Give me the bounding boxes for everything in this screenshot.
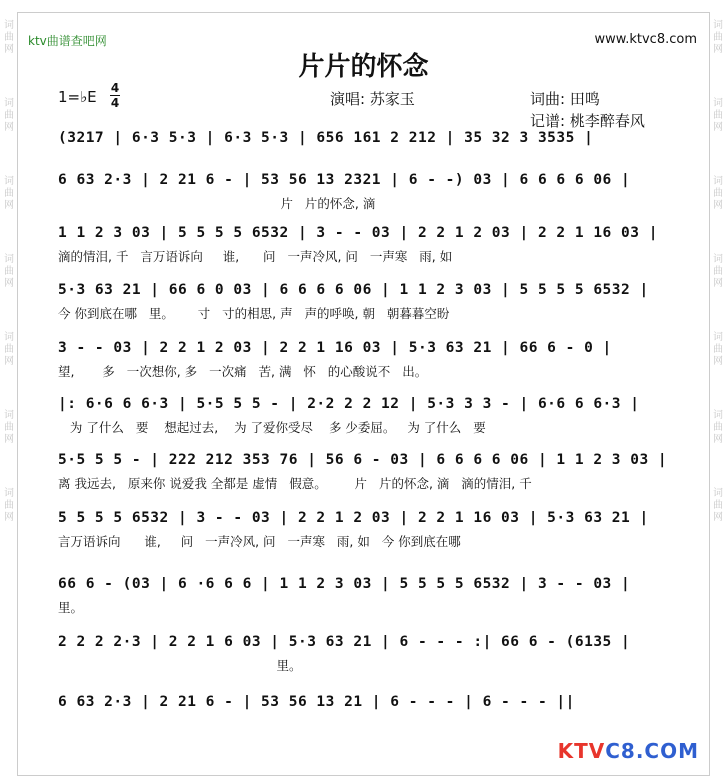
notation-line: 1 1 2 3 03 | 5 5 5 5 6532 | 3 - - 03 | 2 2 1 2 03 | 2 2 1 16 03 | <box>58 225 658 241</box>
notation-line: 5 5 5 5 6532 | 3 - - 03 | 2 2 1 2 03 | 2 2 1 16 03 | 5·3 63 21 | <box>58 510 649 526</box>
site-url-right: www.ktvc8.com <box>594 32 697 47</box>
lyric-line: 片 片的怀念, 滴 <box>58 196 376 211</box>
lyric-line: 为 了什么 要 想起过去, 为 了爱你受尽 多 少委屈。 为 了什么 要 <box>58 420 486 435</box>
singer-credit: 演唱: 苏家玉 <box>330 90 415 108</box>
notation-line: 6 63 2·3 | 2 21 6 - | 53 56 13 21 | 6 - - - | 6 - - - || <box>58 694 575 710</box>
watermark-left: 词 曲 网 词 曲 网 词 曲 网 词 曲 网 词 曲 网 词 曲 网 词 曲 网 <box>4 20 14 523</box>
ktvc8-logo <box>558 739 699 763</box>
meter-top: 4 <box>110 81 120 95</box>
lyric-line: 今 你到底在哪 里。 寸 寸的相思, 声 声的呼唤, 朝 朝暮暮空盼 <box>58 306 450 321</box>
lyric-line: 滴的情泪, 千 言万语诉向 谁, 问 一声冷风, 问 一声寒 雨, 如 <box>58 249 453 264</box>
transcriber-credit: 记谱: 桃李醉春风 <box>530 112 645 130</box>
notation-line: |: 6·6 6 6·3 | 5·5 5 5 - | 2·2 2 2 12 | 5·3 3 3 - | 6·6 6 6·3 | <box>58 396 640 412</box>
lyric-line: 里。 <box>58 658 302 673</box>
lyric-line: 言万语诉向 谁, 问 一声冷风, 问 一声寒 雨, 如 今 你到底在哪 <box>58 534 461 549</box>
lyric-line: 里。 <box>58 600 84 615</box>
time-signature <box>110 82 120 109</box>
key-signature: 1=♭E <box>58 88 97 106</box>
lyric-line: 离 我远去, 原来你 说爱我 全都是 虚情 假意。 片 片的怀念, 滴 滴的情泪, 千 <box>58 476 532 491</box>
notation-line: 66 6 - (03 | 6 ·6 6 6 | 1 1 2 3 03 | 5 5 5 5 6532 | 3 - - 03 | <box>58 576 631 592</box>
meter-bottom: 4 <box>110 96 120 110</box>
notation-line: 5·5 5 5 - | 222 212 353 76 | 56 6 - 03 | 6 6 6 6 06 | 1 1 2 3 03 | <box>58 452 668 468</box>
notation-line: 3 - - 03 | 2 2 1 2 03 | 2 2 1 16 03 | 5·3 63 21 | 66 6 - 0 | <box>58 340 612 356</box>
composer-credit: 词曲: 田鸣 <box>530 90 600 108</box>
logo-part-c8: C8.COM <box>605 739 699 763</box>
logo-part-ktv: KTV <box>557 739 606 763</box>
lyric-line: 望, 多 一次想你, 多 一次痛 苦, 满 怀 的心酸说不 出。 <box>58 364 428 379</box>
site-name-left: ktv曲谱查吧网 <box>28 34 107 48</box>
song-title: 片片的怀念 <box>298 52 429 82</box>
notation-line: (3217 | 6·3 5·3 | 6·3 5·3 | 656 161 2 212 | 35 32 3 3535 | <box>58 130 594 146</box>
watermark-right: 词 曲 网 词 曲 网 词 曲 网 词 曲 网 词 曲 网 词 曲 网 词 曲 网 <box>713 20 723 523</box>
notation-line: 6 63 2·3 | 2 21 6 - | 53 56 13 2321 | 6 - -) 03 | 6 6 6 6 06 | <box>58 172 631 188</box>
notation-line: 2 2 2 2·3 | 2 2 1 6 03 | 5·3 63 21 | 6 - - - :| 66 6 - (6135 | <box>58 634 631 650</box>
notation-line: 5·3 63 21 | 66 6 0 03 | 6 6 6 6 06 | 1 1 2 3 03 | 5 5 5 5 6532 | <box>58 282 649 298</box>
